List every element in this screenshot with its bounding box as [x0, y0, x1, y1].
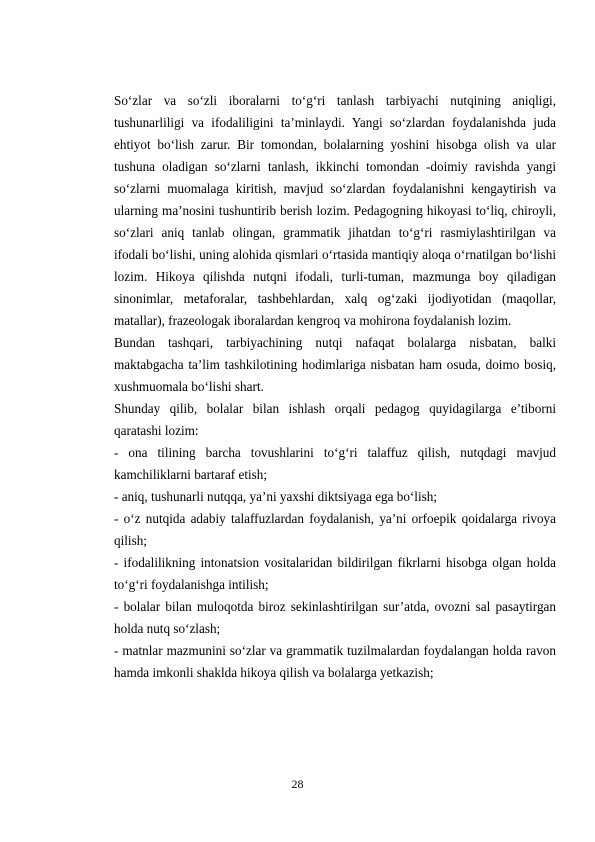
- list-item-tempo: - bolalar bilan muloqotda biroz sekinlashtirilgan sur’atda, ovozni sal pasaytirgan holda nutq so‘zlash;: [114, 599, 556, 636]
- list-item-diction: - aniq, tushunarli nutqqa, ya’ni yaxshi diktsiyaga ega bo‘lish;: [114, 489, 438, 504]
- page-content: [114, 90, 556, 684]
- list-item-retelling: - matnlar mazmunini so‘zlar va grammatik tuzilmalardan foydalangan holda ravon hamda imkonli shaklda hikoya qilish va bolalarga yetkazish;: [114, 643, 556, 680]
- list-item-intonation: - ifodalilikning intonatsion vositalaridan bildirilgan fikrlarni hisobga olgan holda to‘g‘ri foydalanishga intilish;: [114, 555, 556, 592]
- paragraph-speech-manner: Bundan tashqari, tarbiyachining nutqi nafaqat bolalarga nisbatan, balki maktabgacha ta’lim tashkilotining hodimlariga nisbatan ham osuda, doimo bosiq, xushmuomala bo‘lishi shart.: [114, 335, 556, 394]
- list-item-orthoepy: - o‘z nutqida adabiy talaffuzlardan foydalanish, ya’ni orfoepik qoidalarga rivoya qilish;: [114, 511, 556, 548]
- page-number: 28: [291, 777, 304, 791]
- paragraph-attention-points: Shunday qilib, bolalar bilan ishlash orqali pedagog quyidagilarga e’tiborni qaratashi lozim:: [114, 401, 556, 438]
- list-item-pronunciation: - ona tilining barcha tovushlarini to‘g‘ri talaffuz qilish, nutqdagi mavjud kamchiliklarni bartaraf etish;: [114, 445, 556, 482]
- paragraph-word-choice: So‘zlar va so‘zli iboralarni to‘g‘ri tanlash tarbiyachi nutqining aniqligi, tushunarliligi va ifodaliligini ta’minlaydi. Yangi so‘zlardan foydalanishda juda ehtiyot bo‘lish zarur. Bir tomondan, bolalarning yoshini hisobga olish va ular tushuna oladigan so‘zlarni tanlash, ikkinchi tomondan -doimiy ravishda yangi so‘zlarni muomalaga kiritish, mavjud so‘zlardan foydalanishni kengaytirish va ularning ma’nosini tushuntirib berish lozim. Pedagogning hikoyasi to‘liq, chiroyli, so‘zlari aniq tanlab olingan, grammatik jihatdan to‘g‘ri rasmiylashtirilgan va ifodali bo‘lishi, uning alohida qismlari o‘rtasida mantiqiy aloqa o‘rnatilgan bo‘lishi lozim. Hikoya qilishda nutqni ifodali, turli-tuman, mazmunga boy qiladigan sinonimlar, metaforalar, tashbehlardan, xalq og‘zaki ijodiyotidan (maqollar, matallar), frazeologak iboralardan kengroq va mohirona foydalanish lozim.: [114, 93, 556, 328]
